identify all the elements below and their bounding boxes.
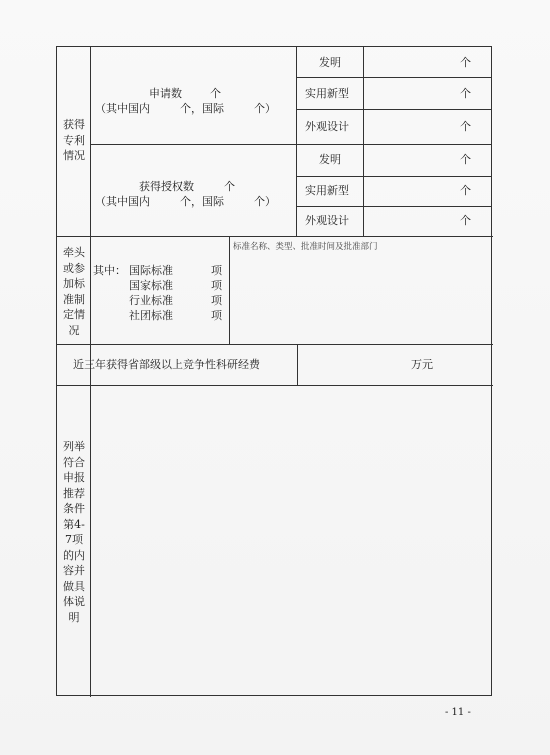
type-utility-applied: 实用新型 [305, 87, 349, 100]
standard-national: 国家标准 [129, 279, 173, 292]
funding-label: 近三年获得省部级以上竞争性科研经费 [73, 358, 260, 371]
standard-unit: 项 [211, 264, 222, 277]
unit-utility-applied: 个 [460, 87, 471, 100]
standards-detail-header: 标准名称、类型、批准时间及批准部门 [233, 242, 378, 252]
type-design-applied: 外观设计 [305, 120, 349, 133]
standard-unit: 项 [211, 294, 222, 307]
applications-breakdown: （其中国内 个，国际 个） [95, 102, 276, 115]
type-invention-applied: 发明 [319, 56, 341, 69]
page-number: - 11 - [445, 707, 471, 718]
funding-unit: 万元 [411, 358, 433, 371]
standard-industry: 行业标准 [129, 294, 173, 307]
patent-section-label: 获得 专利 情况 [63, 118, 85, 162]
type-design-granted: 外观设计 [305, 214, 349, 227]
application-form-table [56, 46, 492, 696]
standards-section-label: 牵头 或参 加标 准制 定情 况 [63, 246, 85, 337]
standard-unit: 项 [211, 279, 222, 292]
type-invention-granted: 发明 [319, 153, 341, 166]
standards-prefix: 其中： [93, 264, 126, 277]
unit-design-applied: 个 [460, 120, 471, 133]
standard-association: 社团标准 [129, 309, 173, 322]
standard-unit: 项 [211, 309, 222, 322]
applications-count-label: 申请数 个 [149, 87, 221, 100]
granted-count-label: 获得授权数 个 [139, 180, 235, 193]
unit-invention-granted: 个 [460, 153, 471, 166]
unit-invention-applied: 个 [460, 56, 471, 69]
type-utility-granted: 实用新型 [305, 184, 349, 197]
granted-breakdown: （其中国内 个，国际 个） [95, 195, 276, 208]
standard-international: 国际标准 [129, 264, 173, 277]
unit-utility-granted: 个 [460, 184, 471, 197]
conditions-section-label: 列举 符合 申报 推荐 条件 第4- 7项 的内 容并 做具 体说 明 [63, 440, 85, 624]
unit-design-granted: 个 [460, 214, 471, 227]
